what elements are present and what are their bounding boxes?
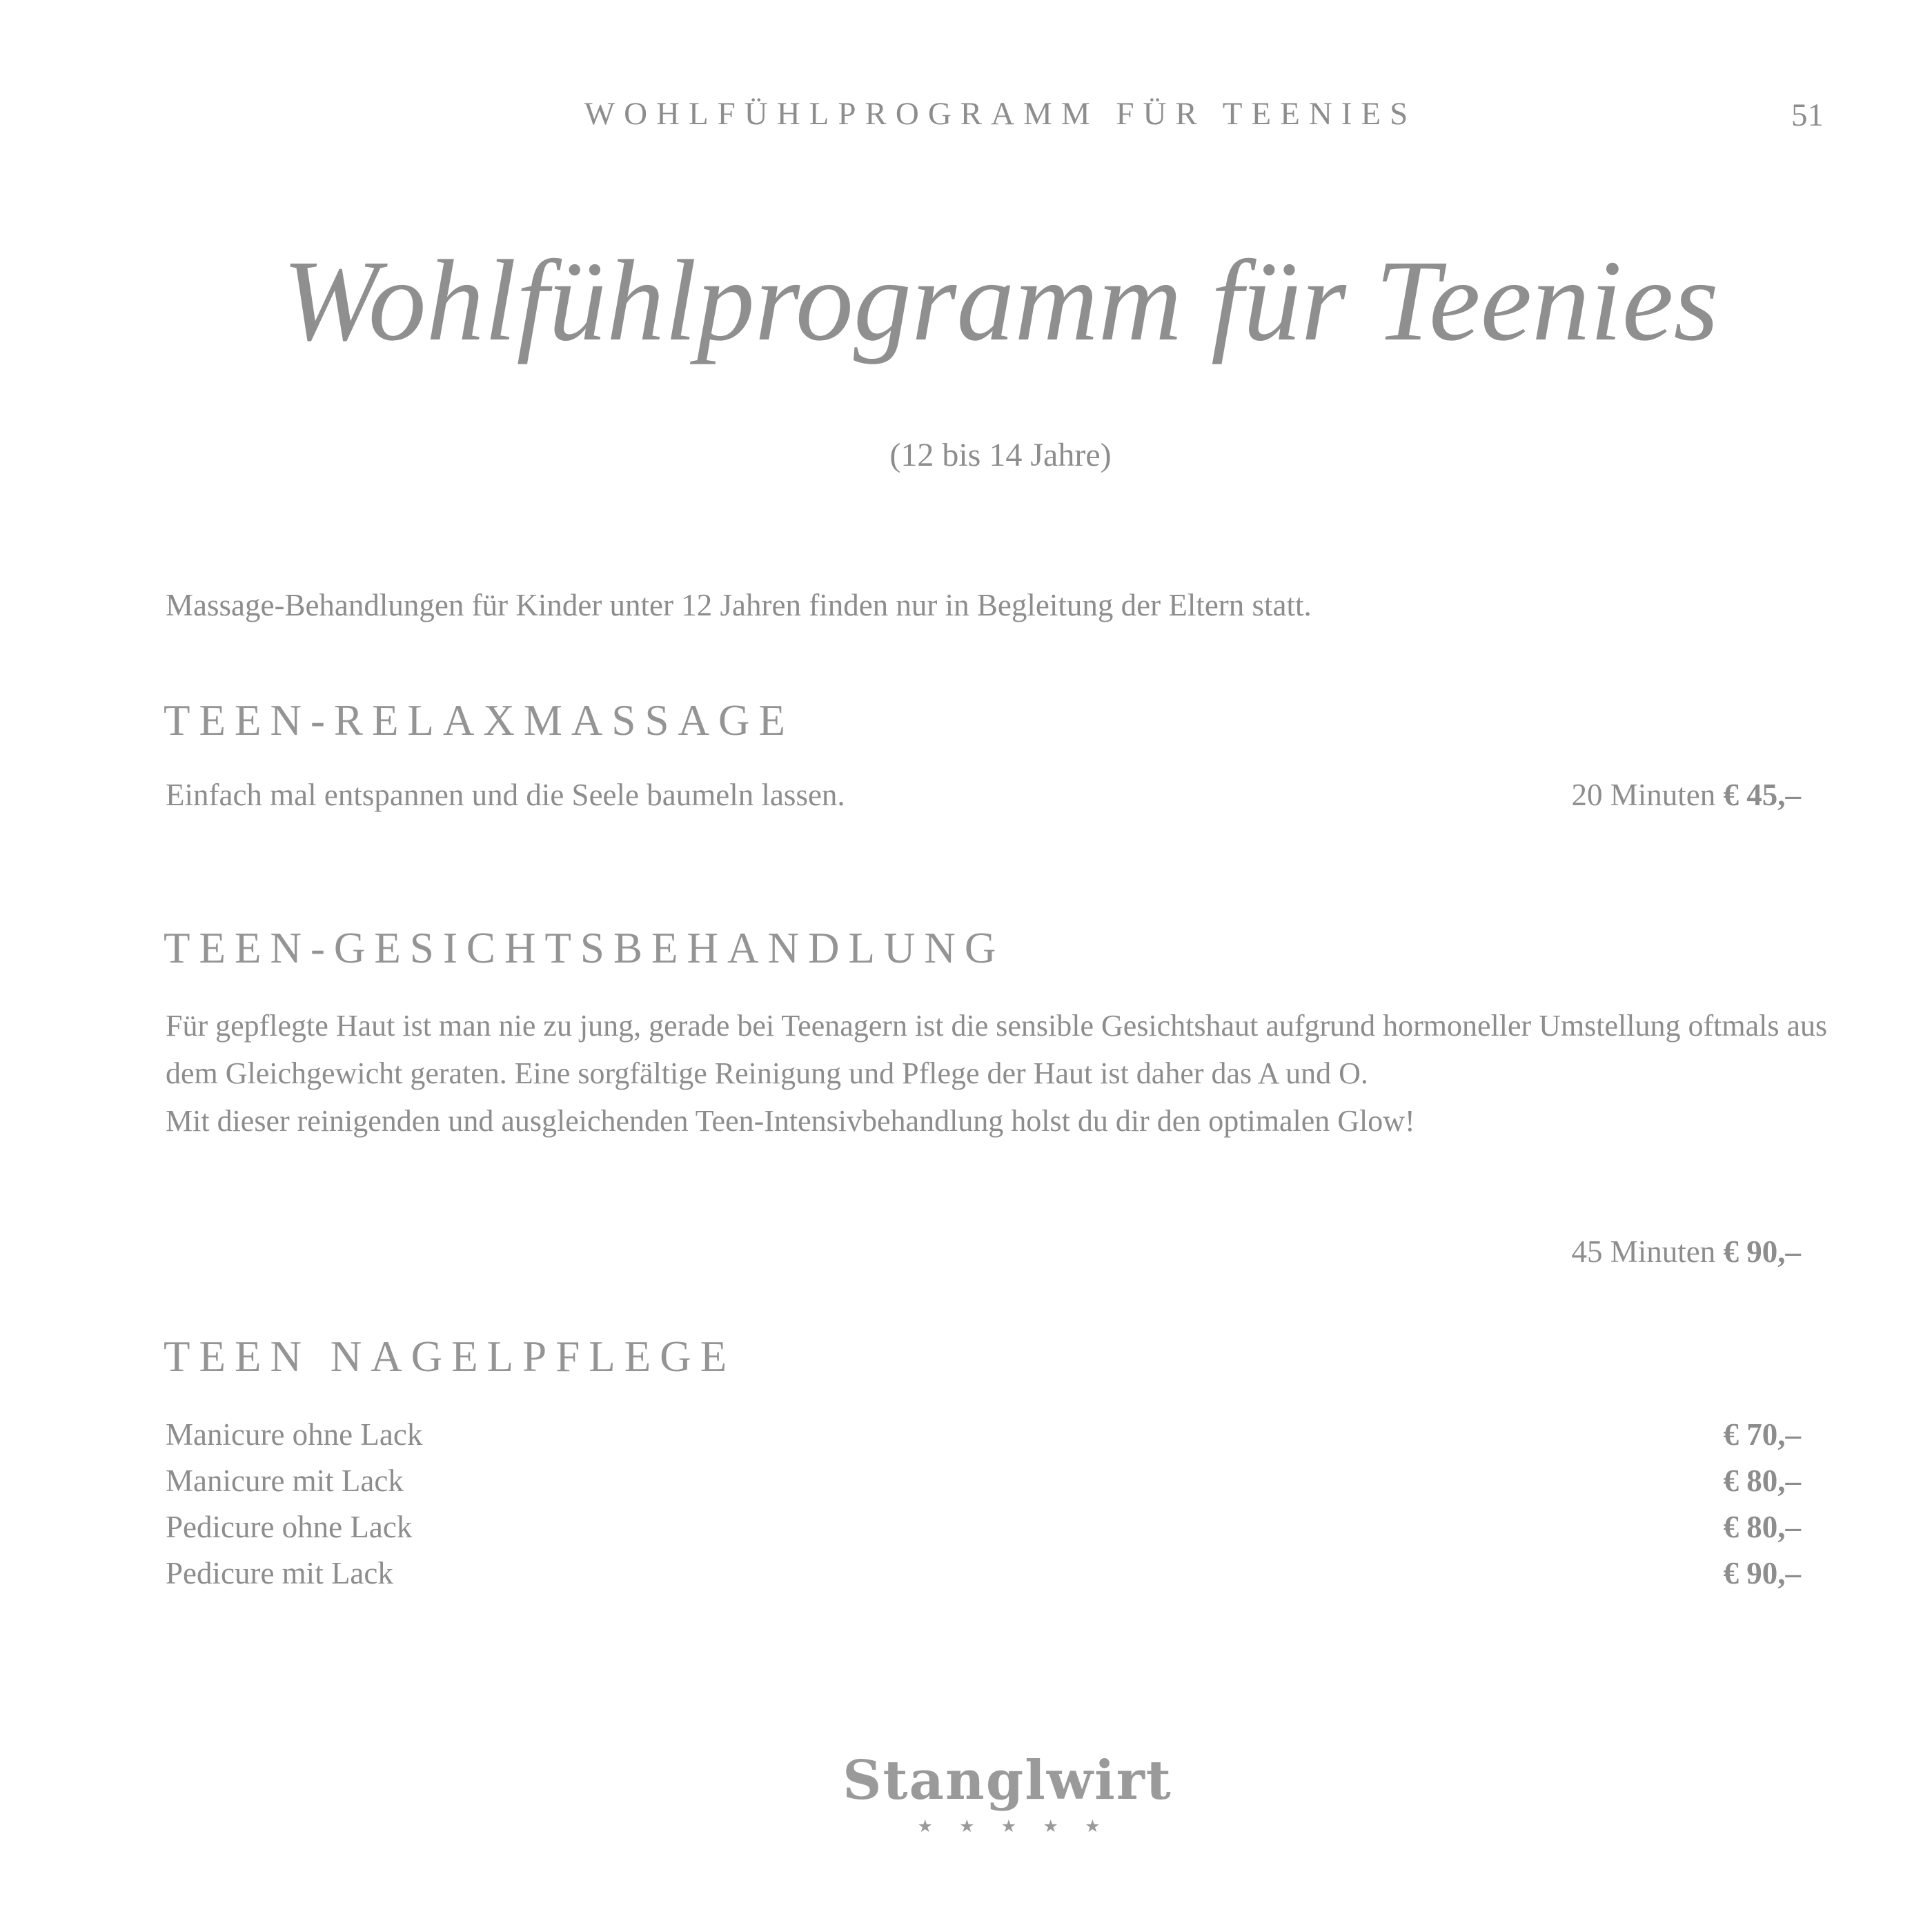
relaxmassage-description: Einfach mal entspannen und die Seele baumeln lassen. — [166, 778, 845, 812]
nagelpflege-item-price: € 70,– — [1723, 1417, 1801, 1452]
section-heading-nagelpflege: TEEN NAGELPFLEGE — [164, 1332, 736, 1381]
intro-note: Massage-Behandlungen für Kinder unter 12 Jahren finden nur in Begleitung der Eltern statt. — [166, 588, 1312, 622]
gesichtsbehandlung-paragraph-2: Mit dieser reinigenden und ausgleichenden Teen-Intensivbehandlung holst du dir den optimalen Glow! — [166, 1104, 1415, 1138]
nagelpflege-item-label: Pedicure mit Lack — [166, 1556, 393, 1590]
gesichtsbehandlung-price-group — [1572, 1234, 1802, 1270]
gesichtsbehandlung-paragraph-1: Für gepflegte Haut ist man nie zu jung, gerade bei Teenagern ist die sensible Gesichtshaut aufgrund hormoneller Umstellung oftmals aus dem Gleichgewicht geraten. Eine sorgfältige Reinigung und Pflege der Haut ist daher das A und O. — [166, 1009, 1828, 1090]
section-heading-gesichtsbehandlung: TEEN-GESICHTSBEHANDLUNG — [164, 924, 1005, 972]
relaxmassage-row — [166, 777, 1801, 813]
price-list-row — [166, 1458, 1801, 1504]
page-title: Wohlfühlprogramm für Teenies — [282, 237, 1719, 365]
relaxmassage-duration: 20 Minuten — [1571, 778, 1716, 812]
nagelpflege-item-label: Manicure ohne Lack — [166, 1417, 423, 1452]
section-heading-relaxmassage: TEEN-RELAXMASSAGE — [164, 696, 794, 745]
nagelpflege-item-label: Pedicure ohne Lack — [166, 1510, 413, 1544]
nagelpflege-item-price: € 90,– — [1723, 1556, 1801, 1590]
gesichtsbehandlung-duration: 45 Minuten — [1571, 1234, 1716, 1269]
relaxmassage-price-group — [1572, 777, 1802, 813]
nagelpflege-item-label: Manicure mit Lack — [166, 1463, 404, 1498]
nagelpflege-item-price: € 80,– — [1723, 1510, 1801, 1544]
gesichtsbehandlung-price: € 90,– — [1723, 1234, 1801, 1269]
price-list-row — [166, 1550, 1801, 1597]
relaxmassage-price: € 45,– — [1723, 778, 1801, 812]
price-list-row — [166, 1412, 1801, 1458]
gesichtsbehandlung-description — [166, 1002, 1839, 1145]
stanglwirt-logo: Stanglwirt — [842, 1749, 1172, 1812]
running-head: WOHLFÜHLPROGRAMM FÜR TEENIES — [584, 96, 1417, 132]
nagelpflege-price-list — [166, 1412, 1801, 1597]
age-range-subtitle: (12 bis 14 Jahre) — [889, 437, 1112, 473]
price-list-row — [166, 1504, 1801, 1550]
page-number: 51 — [1791, 97, 1824, 133]
nagelpflege-item-price: € 80,– — [1723, 1463, 1801, 1498]
five-stars-icon: ★ ★ ★ ★ ★ — [917, 1817, 1112, 1836]
